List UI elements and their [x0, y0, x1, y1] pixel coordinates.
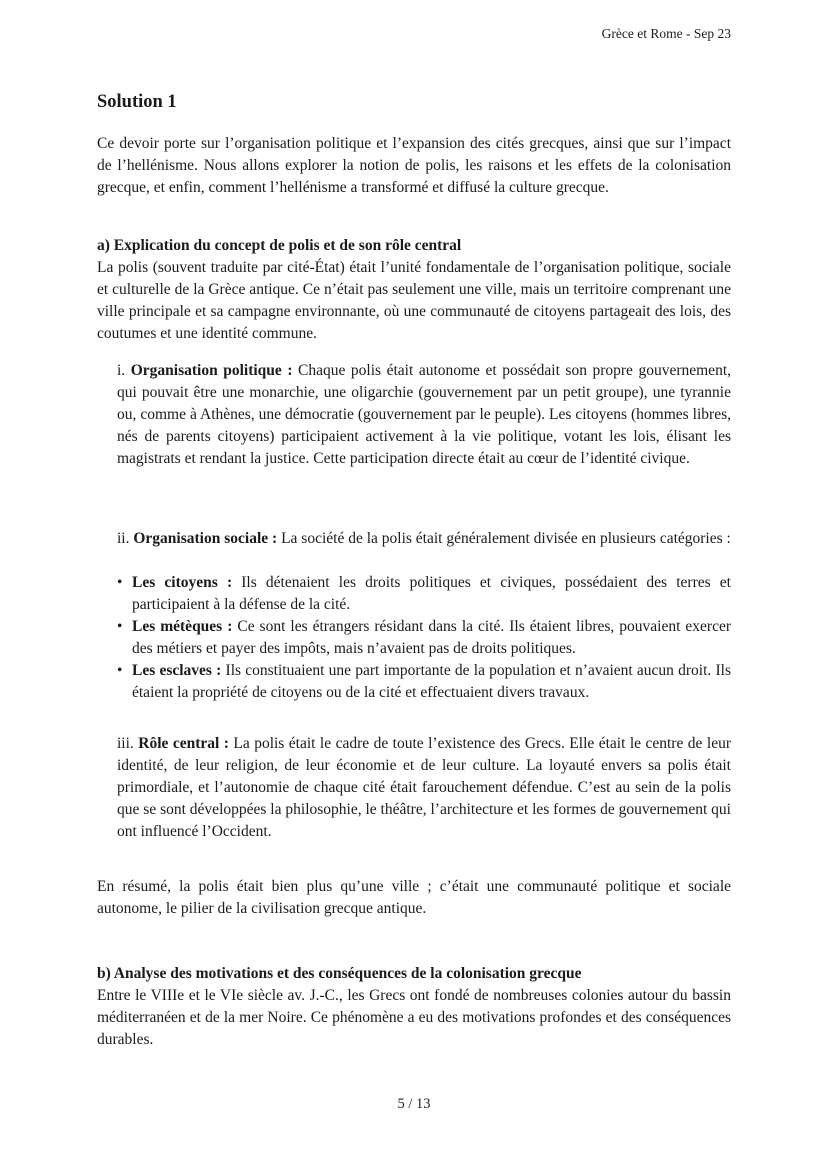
- bullet-lead: Les citoyens :: [132, 574, 233, 591]
- page-number: 5 / 13: [397, 1096, 431, 1112]
- social-categories-list: [117, 572, 731, 704]
- item-ii: [117, 528, 731, 550]
- section-a-paragraph: La polis (souvent traduite par cité-État) était l’unité fondamentale de l’organisation politique, sociale et culturelle de la Grèce antique. Ce n’était pas seulement une ville, mais un territoire comprenant une ville principale et sa campagne environnante, où une communauté de citoyens partageait des lois, des coutumes et une identité commune.: [97, 259, 731, 342]
- item-iii-lead: Rôle central :: [138, 735, 229, 752]
- bullet-lead: Les métèques :: [132, 618, 233, 635]
- page-content: [97, 90, 731, 1051]
- bullet-text: Ils détenaient les droits politiques et civiques, possédaient des terres et participaient à la défense de la cité.: [132, 574, 731, 613]
- item-i-lead: Organisation politique :: [130, 362, 293, 379]
- item-iii: [117, 733, 731, 843]
- item-ii-lead: Organisation sociale :: [133, 530, 278, 547]
- item-ii-prefix: ii.: [117, 530, 134, 547]
- list-item: [117, 660, 731, 704]
- item-i: [117, 360, 731, 470]
- item-i-prefix: i.: [117, 362, 131, 379]
- running-header: Grèce et Rome - Sep 23: [601, 26, 731, 41]
- list-item: [117, 572, 731, 616]
- item-i-text: Chaque polis était autonome et possédait son propre gouvernement, qui pouvait être une monarchie, une oligarchie (gouvernement par un petit groupe), une tyrannie ou, comme à Athènes, une démocratie (gouvernement par le peuple). Les citoyens (hommes libres, nés de parents citoyens) participaient activement à la vie politique, votant les lois, élisant les magistrats et rendant la justice. Cette participation directe était au cœur de l’identité civique.: [117, 362, 731, 467]
- bullet-text: Ce sont les étrangers résidant dans la cité. Ils étaient libres, pouvaient exercer des métiers et payer des impôts, mais n’avaient pas de droits politiques.: [132, 618, 731, 657]
- bullet-icon: •: [117, 618, 123, 635]
- bullet-icon: •: [117, 662, 123, 679]
- item-iii-prefix: iii.: [117, 735, 139, 752]
- bullet-icon: •: [117, 574, 123, 591]
- section-b-paragraph: Entre le VIIIe et le VIe siècle av. J.-C., les Grecs ont fondé de nombreuses colonies autour du bassin méditerranéen et de la mer Noire. Ce phénomène a eu des motivations profondes et des conséquences durables.: [97, 987, 731, 1048]
- solution-title: Solution 1: [97, 92, 177, 112]
- section-a-heading: a) Explication du concept de polis et de son rôle central: [97, 237, 462, 254]
- intro-paragraph: Ce devoir porte sur l’organisation politique et l’expansion des cités grecques, ainsi que sur l’impact de l’hellénisme. Nous allons explorer la notion de polis, les raisons et les effets de la colonisation grecque, et enfin, comment l’hellénisme a transformé et diffusé la culture grecque.: [97, 135, 731, 196]
- list-item: [117, 616, 731, 660]
- section-b-heading: b) Analyse des motivations et des conséquences de la colonisation grecque: [97, 965, 582, 982]
- bullet-lead: Les esclaves :: [132, 662, 222, 679]
- item-ii-text: La société de la polis était généralement divisée en plusieurs catégories :: [277, 530, 731, 547]
- bullet-text: Ils constituaient une part importante de la population et n’avaient aucun droit. Ils étaient la propriété de citoyens ou de la cité et effectuaient divers travaux.: [132, 662, 732, 701]
- item-iii-text: La polis était le cadre de toute l’existence des Grecs. Elle était le centre de leur identité, de leur religion, de leur économie et de leur culture. La loyauté envers sa polis était primordiale, et l’autonomie de chaque cité était farouchement défendue. C’est au sein de la polis que se sont développées la philosophie, le théâtre, l’architecture et les formes de gouvernement qui ont influencé l’Occident.: [117, 735, 731, 840]
- section-a-summary: En résumé, la polis était bien plus qu’une ville ; c’était une communauté politique et sociale autonome, le pilier de la civilisation grecque antique.: [97, 878, 731, 917]
